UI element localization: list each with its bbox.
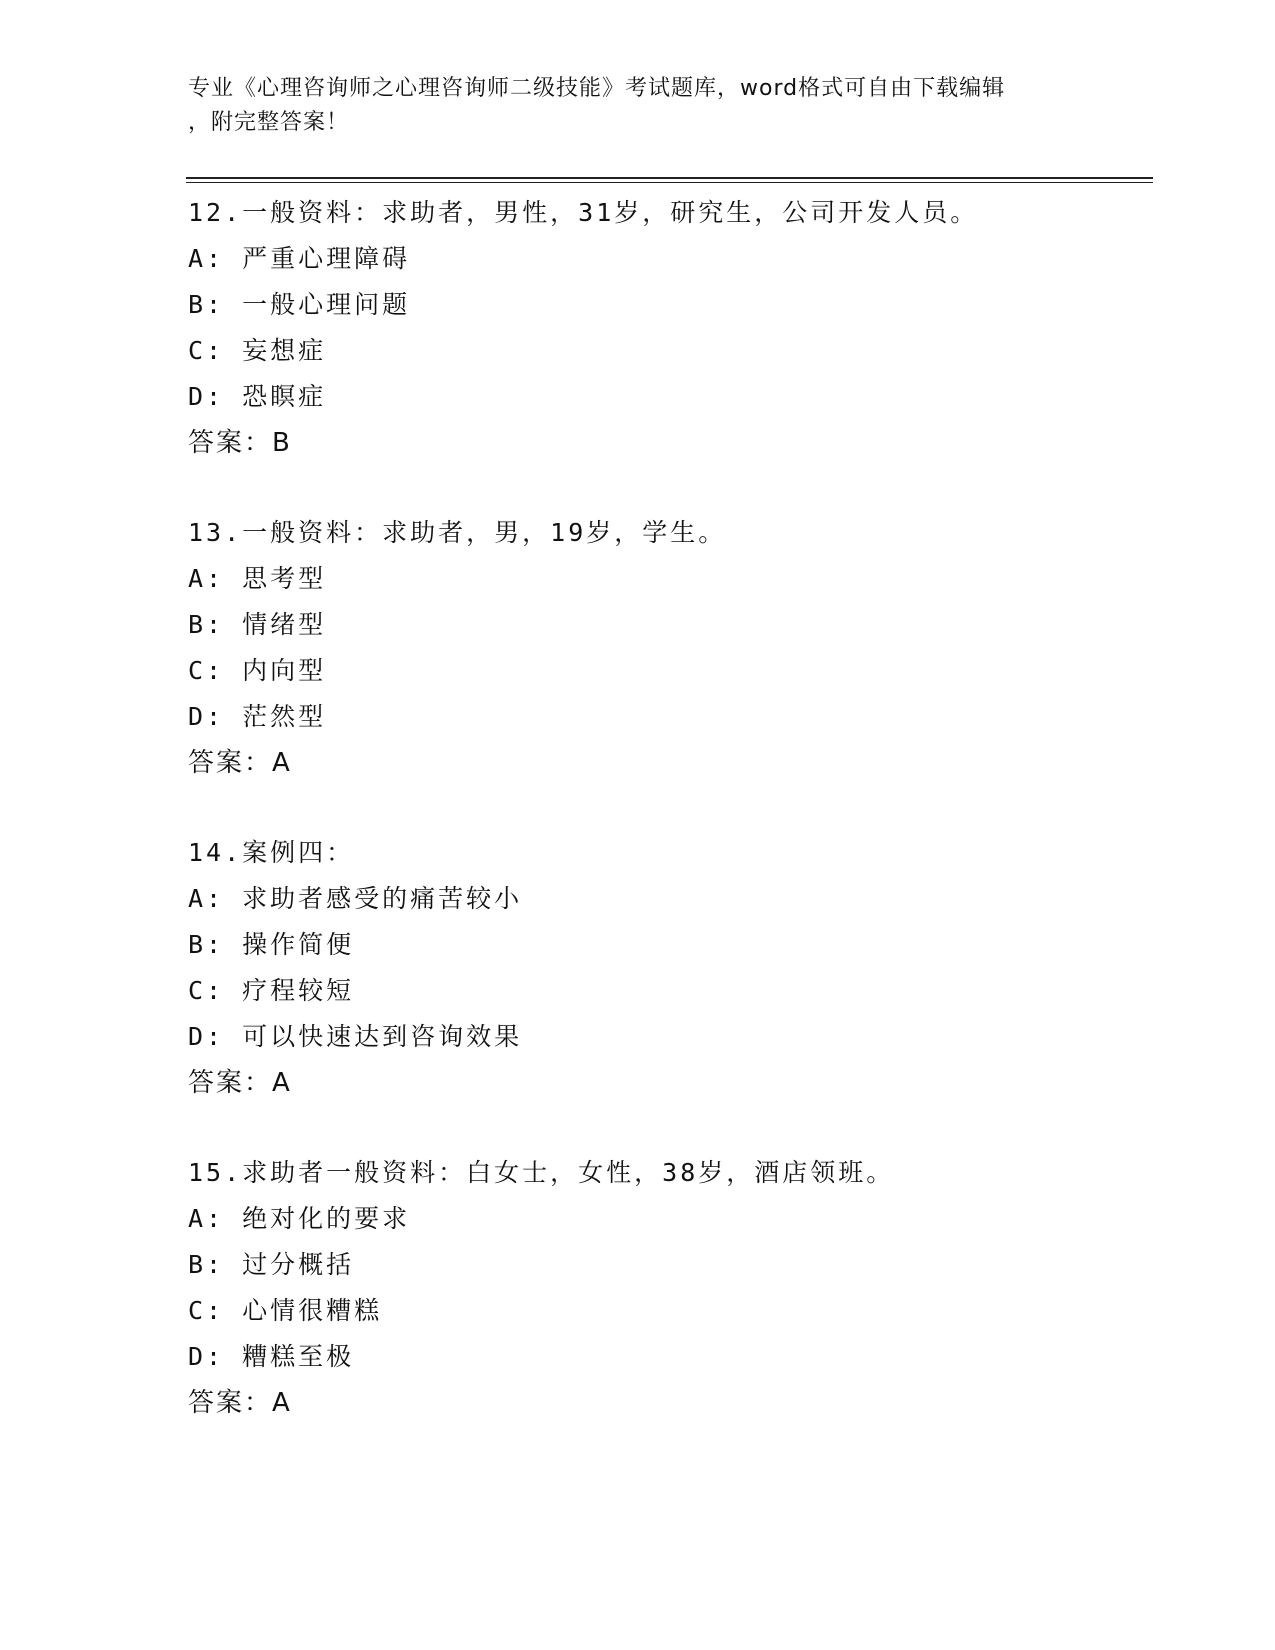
option-c: C: 心情很糟糕	[188, 1296, 383, 1325]
answer-line: 答案：A	[188, 748, 292, 778]
question-14	[188, 830, 1148, 1106]
header-divider-thin	[186, 182, 1153, 183]
option-d: D: 可以快速达到咨询效果	[188, 1022, 523, 1051]
question-stem: 12.一般资料：求助者，男性，31岁，研究生，公司开发人员。	[188, 198, 979, 227]
question-13	[188, 510, 1148, 786]
option-c: C: 妄想症	[188, 336, 327, 365]
answer-line: 答案：B	[188, 428, 292, 458]
question-stem: 13.一般资料：求助者，男，19岁，学生。	[188, 518, 727, 547]
question-stem: 14.案例四：	[188, 838, 355, 867]
header-line-1: 专业《心理咨询师之心理咨询师二级技能》考试题库，word格式可自由下载编辑	[188, 76, 1006, 101]
answer-line: 答案：A	[188, 1068, 292, 1098]
option-a: A: 思考型	[188, 564, 327, 593]
option-b: B: 过分概括	[188, 1250, 355, 1279]
question-list	[188, 190, 1148, 1470]
document-header	[188, 72, 1088, 140]
option-a: A: 严重心理障碍	[188, 244, 411, 273]
option-c: C: 内向型	[188, 656, 327, 685]
option-a: A: 求助者感受的痛苦较小	[188, 884, 523, 913]
option-d: D: 糟糕至极	[188, 1342, 355, 1371]
question-stem: 15.求助者一般资料：白女士，女性，38岁，酒店领班。	[188, 1158, 895, 1187]
header-line-2: ，附完整答案！	[188, 110, 350, 135]
option-c: C: 疗程较短	[188, 976, 355, 1005]
option-d: D: 茫然型	[188, 702, 327, 731]
question-15	[188, 1150, 1148, 1426]
option-b: B: 一般心理问题	[188, 290, 411, 319]
option-b: B: 操作简便	[188, 930, 355, 959]
option-d: D: 恐瞑症	[188, 382, 327, 411]
header-divider-thick	[186, 177, 1153, 179]
question-12	[188, 190, 1148, 466]
option-a: A: 绝对化的要求	[188, 1204, 411, 1233]
option-b: B: 情绪型	[188, 610, 327, 639]
answer-line: 答案：A	[188, 1388, 292, 1418]
